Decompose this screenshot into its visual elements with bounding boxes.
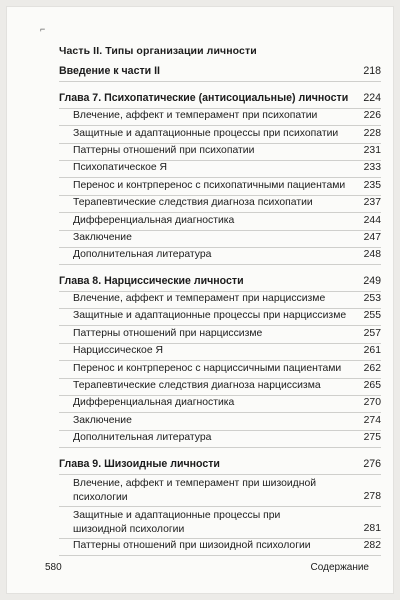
toc-entry-page: 275 [363, 432, 381, 444]
toc-chapter-9 [59, 457, 381, 474]
toc-entry-label: Защитные и адаптационные процессы при нарциссизме [73, 310, 347, 322]
toc-entry-page: 265 [363, 380, 381, 392]
toc-entry-label: Дифференциальная диагностика [73, 397, 235, 409]
toc-entry [59, 231, 381, 248]
toc-entry [59, 178, 381, 195]
toc-entry [59, 379, 381, 396]
toc-entry [59, 196, 381, 213]
toc-entry-label: Заключение [73, 231, 132, 243]
toc-entry [59, 109, 381, 126]
toc-entry-page: 281 [363, 522, 381, 534]
toc-entry-page: 224 [363, 91, 381, 104]
toc-entry-page: 261 [363, 345, 381, 357]
toc-entry-label: Терапевтические следствия диагноза нарциссизма [73, 380, 321, 392]
toc-entry-label: Глава 9. Шизоидные личности [59, 457, 220, 470]
toc-entry-page: 218 [363, 65, 381, 78]
toc-entry-page: 233 [363, 162, 381, 174]
toc-entry-page: 249 [363, 274, 381, 287]
toc-entry-label: Перенос и контрперенос с психопатичными пациентами [73, 179, 346, 191]
toc-entry [59, 292, 381, 309]
toc-entry-page: 237 [363, 197, 381, 209]
toc-entry-page: 276 [363, 457, 381, 470]
toc-entry-label: Терапевтические следствия диагноза психопатии [73, 197, 313, 209]
toc-entry [59, 396, 381, 413]
toc-entry-label: Защитные и адаптационные процессы при психопатии [73, 127, 339, 139]
toc-entry-label: Глава 8. Нарциссические личности [59, 274, 244, 287]
toc-entry-page: 248 [363, 249, 381, 261]
page-number: 580 [45, 562, 62, 573]
toc-entry-label: Влечение, аффект и темперамент при шизоидной психологии [73, 477, 317, 503]
toc-entry-label: Паттерны отношений при шизоидной психологии [73, 539, 311, 551]
toc-chapter-8 [59, 274, 381, 291]
toc-intro [59, 65, 381, 82]
toc-entry-label: Нарциссическое Я [73, 345, 164, 357]
toc-entry-label: Дифференциальная диагностика [73, 214, 235, 226]
toc-entry-label: Влечение, аффект и темперамент при психопатии [73, 110, 318, 122]
toc-entry-page: 274 [363, 414, 381, 426]
toc-entry-label: Влечение, аффект и темперамент при нарциссизме [73, 293, 326, 305]
toc-entry-page: 226 [363, 110, 381, 122]
toc-entry-label: Паттерны отношений при психопатии [73, 144, 255, 156]
toc-entry-page: 247 [363, 231, 381, 243]
part-title: Часть II. Типы организации личности [59, 45, 257, 57]
table-of-contents [59, 65, 381, 556]
toc-entry [59, 475, 381, 507]
toc-entry [59, 344, 381, 361]
toc-entry [59, 431, 381, 448]
toc-entry-page: 255 [363, 310, 381, 322]
toc-entry-page: 253 [363, 293, 381, 305]
toc-entry [59, 126, 381, 143]
toc-entry [59, 539, 381, 556]
toc-entry-label: Дополнительная литература [73, 249, 212, 261]
toc-entry-page: 235 [363, 179, 381, 191]
toc-entry-label: Паттерны отношений при нарциссизме [73, 327, 263, 339]
toc-entry [59, 161, 381, 178]
toc-entry-label: Дополнительная литература [73, 432, 212, 444]
toc-chapter-7 [59, 91, 381, 108]
toc-entry [59, 413, 381, 430]
toc-entry-page: 257 [363, 327, 381, 339]
running-footer: Содержание [310, 562, 369, 573]
toc-entry-page: 270 [363, 397, 381, 409]
toc-entry-label: Заключение [73, 414, 132, 426]
toc-entry [59, 309, 381, 326]
toc-entry [59, 507, 381, 539]
toc-entry-page: 244 [363, 214, 381, 226]
toc-entry-label: Глава 7. Психопатические (антисоциальные) личности [59, 91, 349, 104]
toc-entry-label: Психопатическое Я [73, 162, 168, 174]
book-page [6, 6, 394, 594]
toc-entry-page: 278 [363, 490, 381, 502]
toc-entry [59, 144, 381, 161]
toc-entry [59, 361, 381, 378]
toc-entry [59, 248, 381, 265]
toc-entry-label: Защитные и адаптационные процессы при шизоидной психологии [73, 509, 281, 535]
toc-entry-page: 262 [363, 362, 381, 374]
toc-entry-label: Введение к части II [59, 65, 160, 78]
toc-entry-page: 282 [363, 539, 381, 551]
corner-mark: ⌐ [40, 24, 46, 34]
toc-entry-page: 228 [363, 127, 381, 139]
toc-entry [59, 213, 381, 230]
toc-entry [59, 326, 381, 343]
toc-entry-label: Перенос и контрперенос с нарциссичными пациентами [73, 362, 342, 374]
toc-entry-page: 231 [363, 144, 381, 156]
